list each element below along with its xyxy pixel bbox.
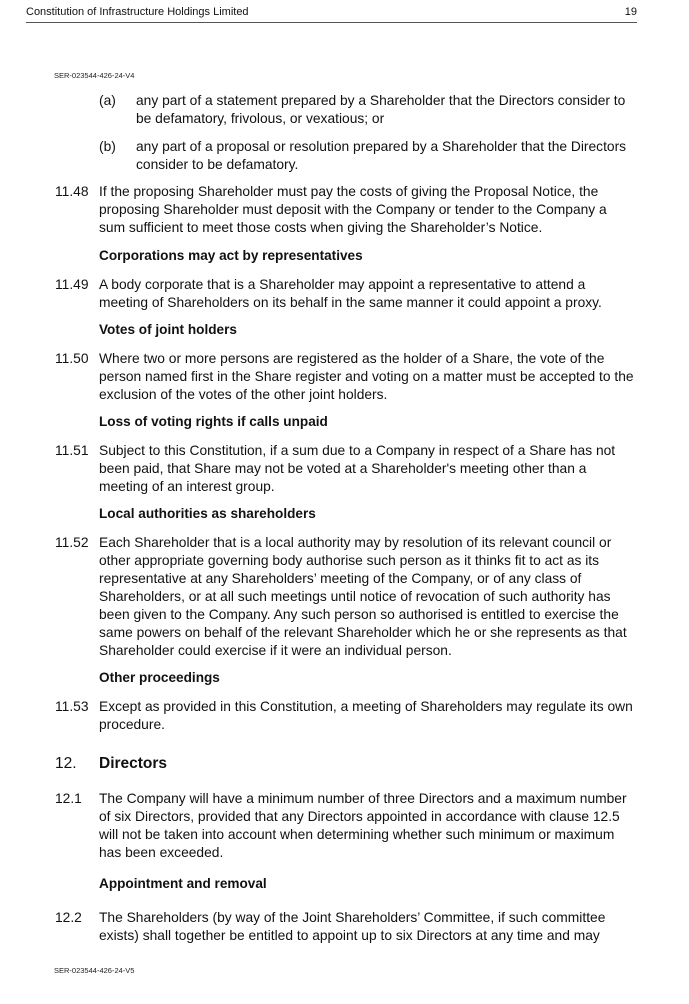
doc-reference-bottom: SER-023544-426-24-V5 xyxy=(54,966,135,975)
clause-11-53 xyxy=(0,698,689,734)
section-title: Directors xyxy=(99,755,168,772)
clause-text: Each Shareholder that is a local authority may by resolution of its relevant council or other appropriate governing body authorise such person as it thinks fit to act as its representative at any Shareholders’ meeting of the Company, or of any class of Shareholders, or at all such meetings until notice of revocation of such authority has been given to the Company. Any such person so authorised is entitled to exercise the same powers on behalf of the relevant Shareholder which he or she represents as that Shareholder could exercise if it were an individual person. xyxy=(99,535,627,658)
clause-text: The Shareholders (by way of the Joint Shareholders’ Committee, if such committee exists) shall together be entitled to appoint up to six Directors at any time and may xyxy=(99,910,606,943)
clause-number: 11.51 xyxy=(55,443,89,458)
clause-11-48 xyxy=(0,183,689,237)
heading-voting-rights: Loss of voting rights if calls unpaid xyxy=(99,414,328,429)
subclause-text: any part of a proposal or resolution prepared by a Shareholder that the Directors consider to be defamatory. xyxy=(136,139,627,172)
clause-number: 12.1 xyxy=(55,791,82,806)
clause-number: 12.2 xyxy=(55,910,82,925)
clause-number: 11.53 xyxy=(55,699,89,714)
subclause-label: (a) xyxy=(99,93,116,108)
heading-other-proceedings: Other proceedings xyxy=(99,670,220,685)
clause-text: Except as provided in this Constitution, a meeting of Shareholders may regulate its own procedure. xyxy=(99,699,633,732)
heading-local-authorities: Local authorities as shareholders xyxy=(99,506,316,521)
subclause-b xyxy=(0,138,689,174)
clause-11-49 xyxy=(0,276,689,312)
heading-corporations: Corporations may act by representatives xyxy=(99,248,363,263)
clause-11-50 xyxy=(0,350,689,404)
clause-11-52 xyxy=(0,534,689,660)
subclause-text: any part of a statement prepared by a Shareholder that the Directors consider to be defamatory, frivolous, or vexatious; or xyxy=(136,93,626,126)
subclause-a xyxy=(0,92,689,128)
clause-number: 11.48 xyxy=(55,184,89,199)
clause-11-51 xyxy=(0,442,689,496)
subclause-label: (b) xyxy=(99,139,116,154)
clause-text: Where two or more persons are registered as the holder of a Share, the vote of the person named first in the Share register and voting on a matter must be accepted to the exclusion of the votes of the other joint holders. xyxy=(99,351,634,402)
document-title: Constitution of Infrastructure Holdings Limited xyxy=(26,6,249,18)
clause-text: Subject to this Constitution, if a sum due to a Company in respect of a Share has not been paid, that Share may not be voted at a Shareholder's meeting other than a meeting of an interest group. xyxy=(99,443,616,494)
doc-reference-top: SER-023544-426-24-V4 xyxy=(54,71,135,80)
clause-12-1 xyxy=(0,790,689,862)
heading-appointment: Appointment and removal xyxy=(99,876,267,891)
clause-number: 11.52 xyxy=(55,535,89,550)
page-header xyxy=(26,4,637,23)
section-number: 12. xyxy=(55,755,77,772)
clause-text: If the proposing Shareholder must pay the costs of giving the Proposal Notice, the proposing Shareholder must deposit with the Company or tender to the Company a sum sufficient to meet those costs when giving the Shareholder’s Notice. xyxy=(99,184,607,235)
clause-number: 11.49 xyxy=(55,277,89,292)
clause-text: The Company will have a minimum number of three Directors and a maximum number of six Directors, provided that any Directors appointed in accordance with clause 12.5 will not be taken into account when determining whether such minimum or maximum has been exceeded. xyxy=(99,791,627,860)
page-number: 19 xyxy=(624,6,637,18)
heading-joint-holders: Votes of joint holders xyxy=(99,322,237,337)
clause-12-2 xyxy=(0,909,689,945)
clause-number: 11.50 xyxy=(55,351,89,366)
clause-text: A body corporate that is a Shareholder may appoint a representative to attend a meeting of Shareholders on its behalf in the same manner it could appoint a proxy. xyxy=(99,277,602,310)
